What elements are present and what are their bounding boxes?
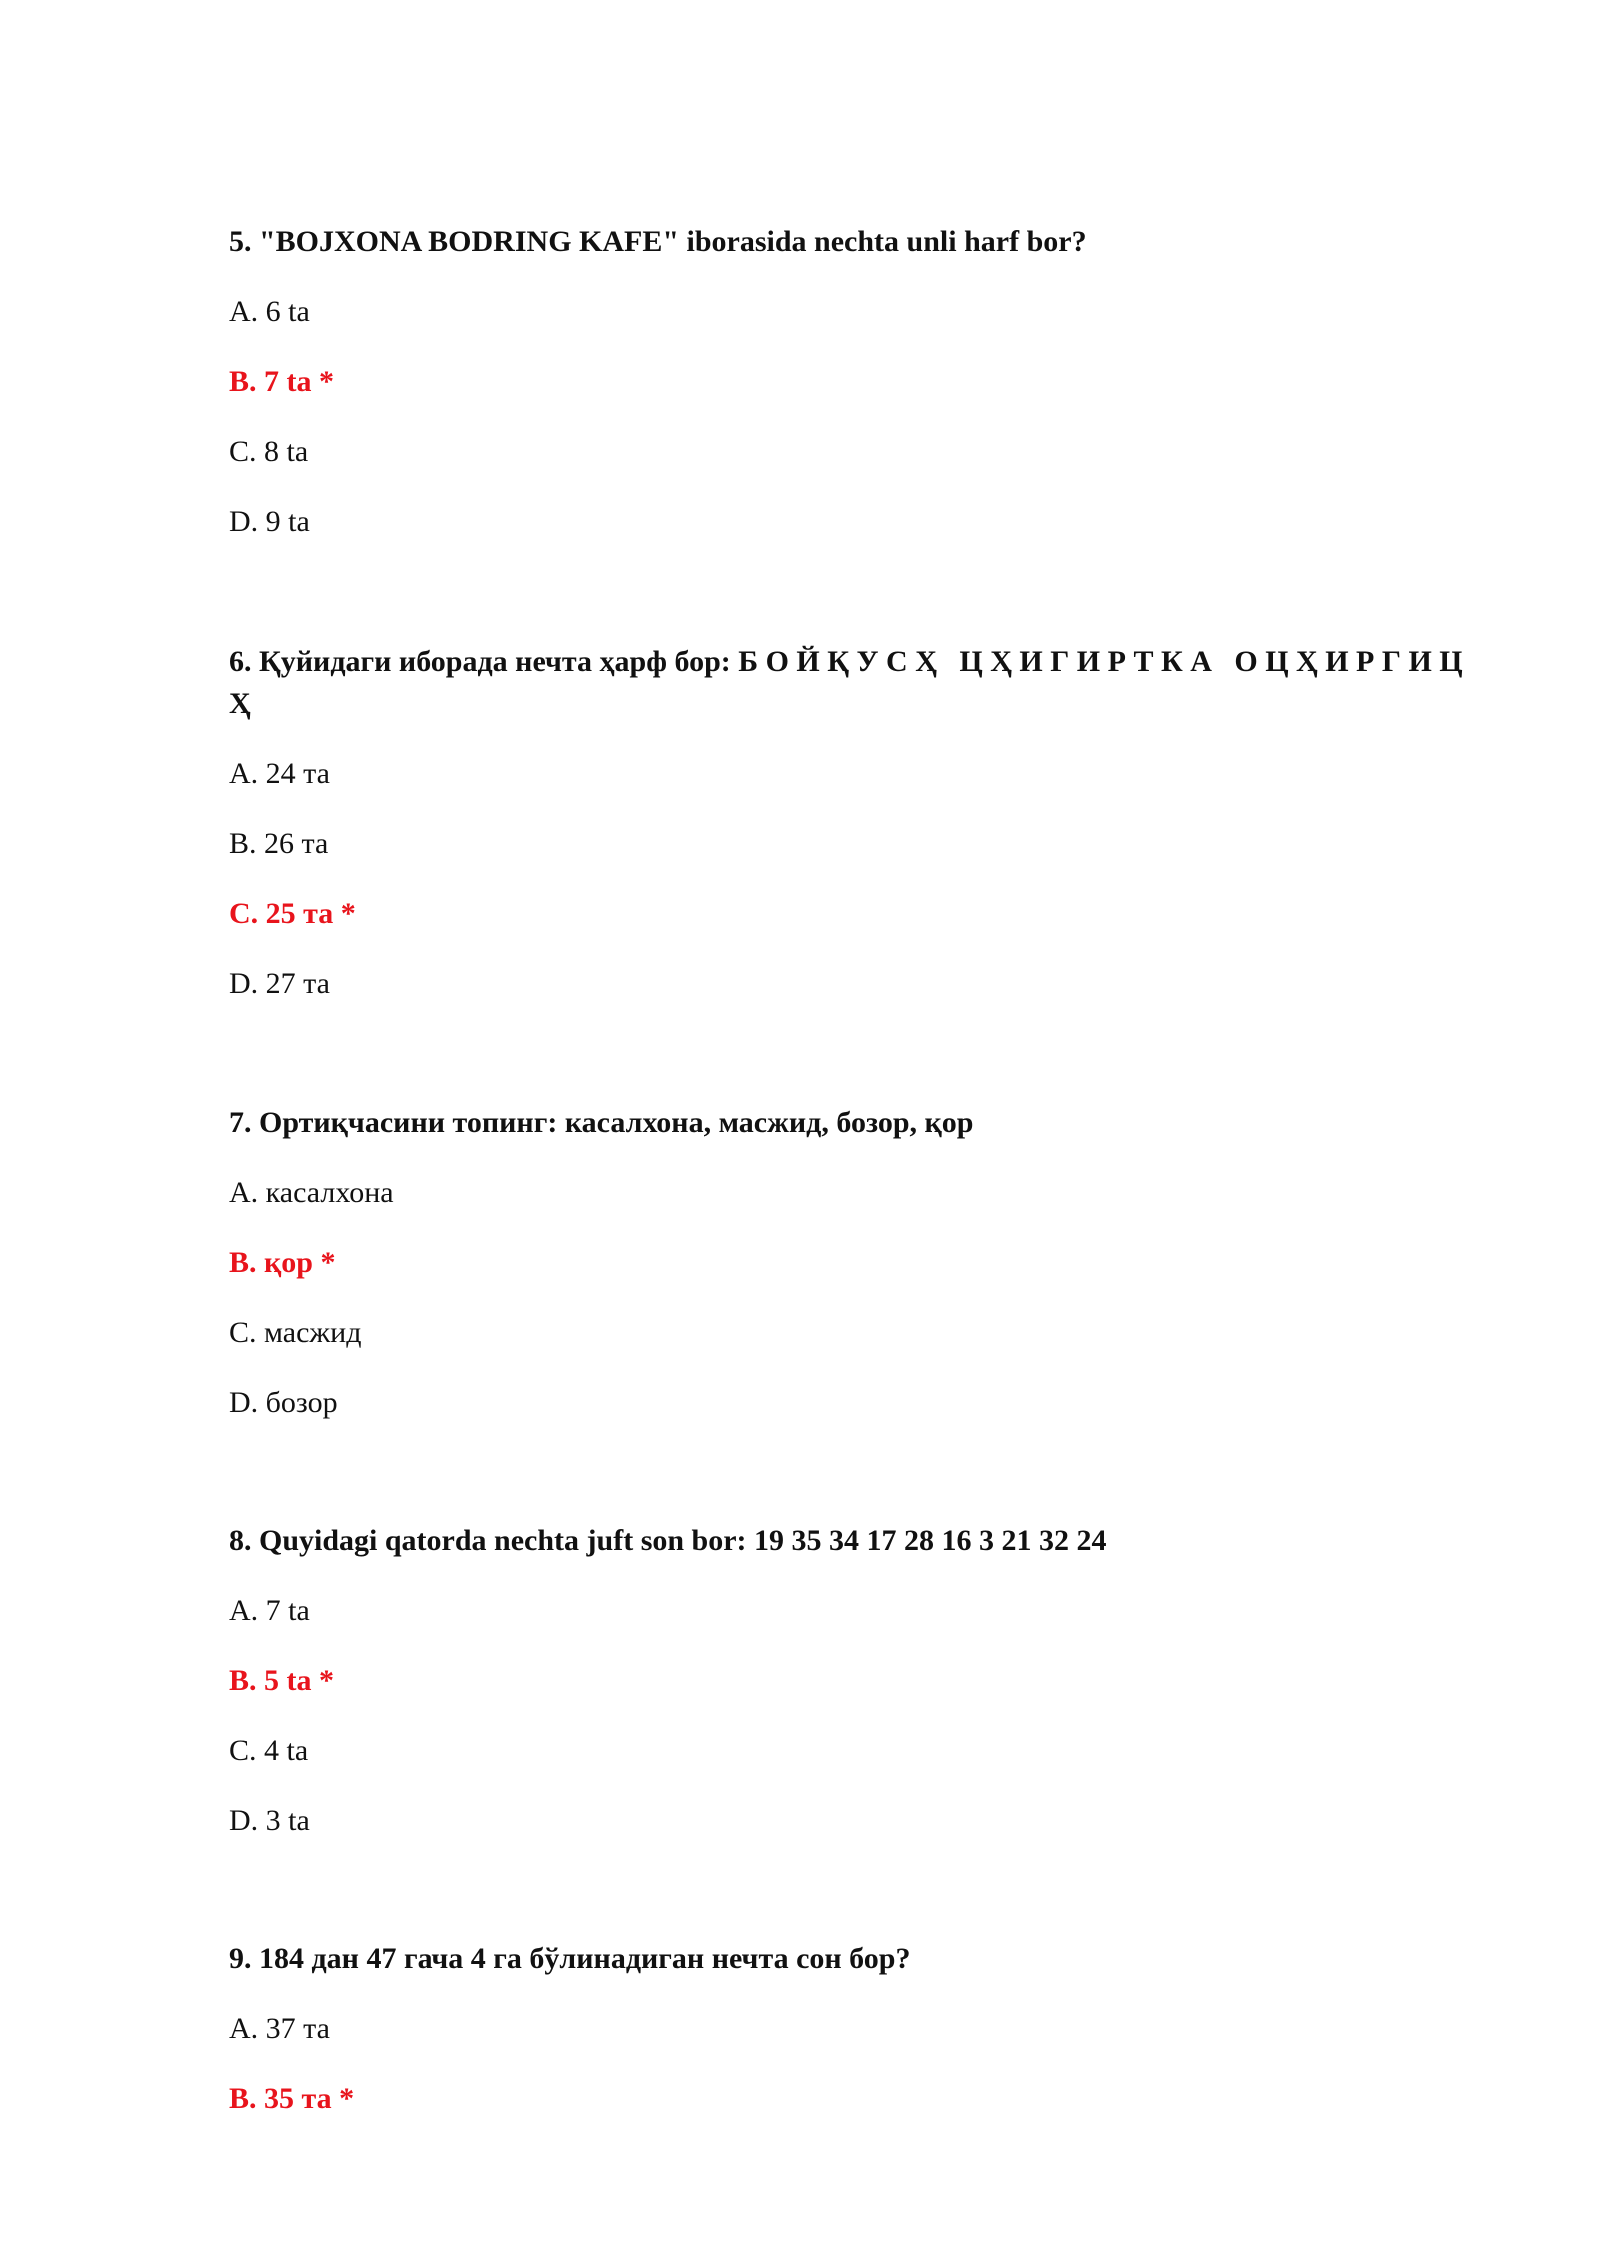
answer-option-d: D. бозор xyxy=(229,1386,338,1419)
answer-option-a: A. 6 ta xyxy=(229,295,310,328)
question-text: 9. 184 дан 47 гача 4 га бўлинадиган нечта сон бор? xyxy=(229,1942,911,1975)
question-8 xyxy=(229,1520,1489,1870)
question-text: 8. Quyidagi qatorda nechta juft son bor: 19 35 34 17 28 16 3 21 32 24 xyxy=(229,1524,1107,1557)
question-9 xyxy=(229,1938,1489,2148)
answer-option-a: A. касалхона xyxy=(229,1176,394,1209)
answer-options xyxy=(229,2008,1489,2120)
correct-answer-option-b: B. 35 та * xyxy=(229,2082,355,2115)
correct-answer-option-b: B. қор * xyxy=(229,1246,336,1279)
question-7 xyxy=(229,1102,1489,1452)
question-text: 5. "BOJXONA BODRING KAFE" iborasida nechta unli harf bor? xyxy=(229,225,1087,258)
answer-option-a: A. 7 ta xyxy=(229,1594,310,1627)
correct-answer-option-b: B. 7 ta * xyxy=(229,365,334,398)
answer-option-a: A. 24 та xyxy=(229,757,330,790)
answer-option-c: C. масжид xyxy=(229,1316,362,1349)
answer-options xyxy=(229,753,1489,1005)
correct-answer-option-c: C. 25 та * xyxy=(229,897,356,930)
question-5 xyxy=(229,221,1489,571)
question-text: 7. Ортиқчасини топинг: касалхона, масжид, бозор, қор xyxy=(229,1106,974,1139)
correct-answer-option-b: B. 5 ta * xyxy=(229,1664,334,1697)
answer-options xyxy=(229,1172,1489,1424)
answer-option-d: D. 9 ta xyxy=(229,505,310,538)
answer-option-a: A. 37 та xyxy=(229,2012,330,2045)
answer-options xyxy=(229,291,1489,543)
question-6 xyxy=(229,641,1489,1033)
question-text: 6. Қуйидаги иборада нечта ҳарф бор: Б О Й Қ У С Ҳ Ц Ҳ И Г И Р Т К А О Ц Ҳ И Р Г И Ц Ҳ xyxy=(229,645,1471,720)
answer-option-d: D. 3 ta xyxy=(229,1804,310,1837)
answer-option-c: C. 4 ta xyxy=(229,1734,309,1767)
answer-options xyxy=(229,1590,1489,1842)
answer-option-c: C. 8 ta xyxy=(229,435,309,468)
answer-option-d: D. 27 та xyxy=(229,967,330,1000)
answer-option-b: B. 26 та xyxy=(229,827,329,860)
